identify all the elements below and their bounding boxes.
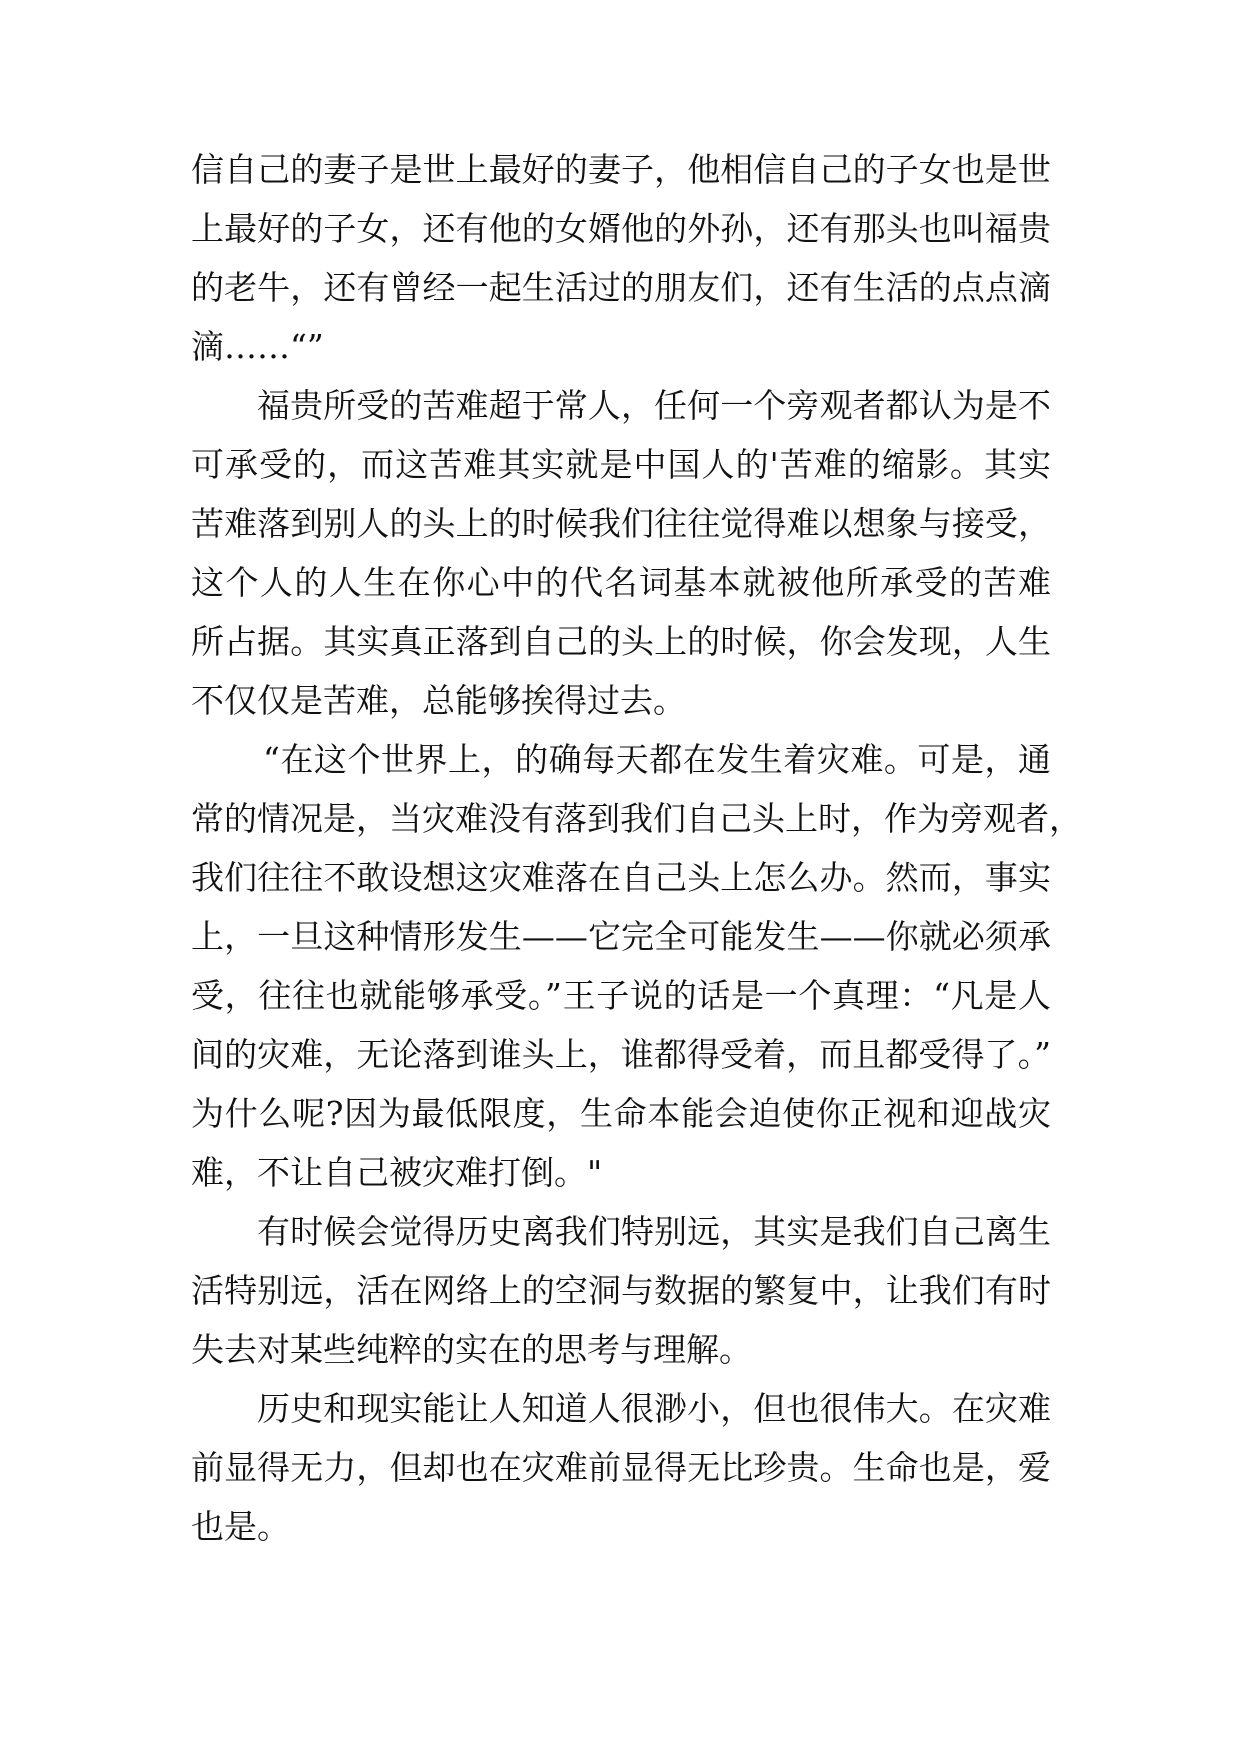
- text-line: 可承受的，而这苦难其实就是中国人的'苦难的缩影。其实: [191, 445, 1051, 484]
- text-line: 的老牛，还有曾经一起生活过的朋友们，还有生活的点点滴: [191, 268, 1051, 307]
- text-line: 间的灾难，无论落到谁头上，谁都得受着，而且都受得了。”: [191, 1035, 1051, 1074]
- text-line: 前显得无力，但却也在灾难前显得无比珍贵。生命也是，爱: [191, 1448, 1051, 1487]
- paragraph-5: [191, 1379, 1051, 1556]
- text-line: 难，不让自己被灾难打倒。": [191, 1153, 603, 1192]
- document-page: [191, 140, 1082, 1556]
- text-line: 上最好的子女，还有他的女婿他的外孙，还有那头也叫福贵: [191, 209, 1051, 248]
- paragraph-4: [191, 1202, 1051, 1379]
- text-line: 我们往往不敢设想这灾难落在自己头上怎么办。然而，事实: [191, 858, 1051, 897]
- text-line: 受，往往也就能够承受。”王子说的话是一个真理：“凡是人: [191, 976, 1051, 1015]
- text-line: 常的情况是，当灾难没有落到我们自己头上时，作为旁观者，: [191, 799, 1082, 838]
- paragraph-1: [191, 140, 1051, 376]
- text-line: 上，一旦这种情形发生——它完全可能发生——你就必须承: [191, 917, 1051, 956]
- text-line: 所占据。其实真正落到自己的头上的时候，你会发现，人生: [191, 622, 1051, 661]
- text-line: 也是。: [191, 1507, 290, 1546]
- text-line: 信自己的妻子是世上最好的妻子，他相信自己的子女也是世: [191, 150, 1051, 189]
- paragraph-3: [191, 730, 1082, 1202]
- text-line: “在这个世界上，的确每天都在发生着灾难。可是，通: [263, 740, 1051, 779]
- text-line: 有时候会觉得历史离我们特别远，其实是我们自己离生: [257, 1212, 1051, 1251]
- text-line: 失去对某些纯粹的实在的思考与理解。: [191, 1330, 752, 1369]
- text-line: 历史和现实能让人知道人很渺小，但也很伟大。在灾难: [257, 1389, 1051, 1428]
- text-line: 福贵所受的苦难超于常人，任何一个旁观者都认为是不: [257, 386, 1051, 425]
- text-line: 不仅仅是苦难，总能够挨得过去。: [191, 681, 686, 720]
- text-line: 活特别远，活在网络上的空洞与数据的繁复中，让我们有时: [191, 1271, 1051, 1310]
- text-line: 苦难落到别人的头上的时候我们往往觉得难以想象与接受，: [191, 504, 1051, 543]
- text-line: 这个人的人生在你心中的代名词基本就被他所承受的苦难: [191, 563, 1051, 602]
- text-line: 为什么呢?因为最低限度，生命本能会迫使你正视和迎战灾: [191, 1094, 1051, 1133]
- text-line: 滴……“”: [191, 327, 324, 366]
- paragraph-2: [191, 376, 1051, 730]
